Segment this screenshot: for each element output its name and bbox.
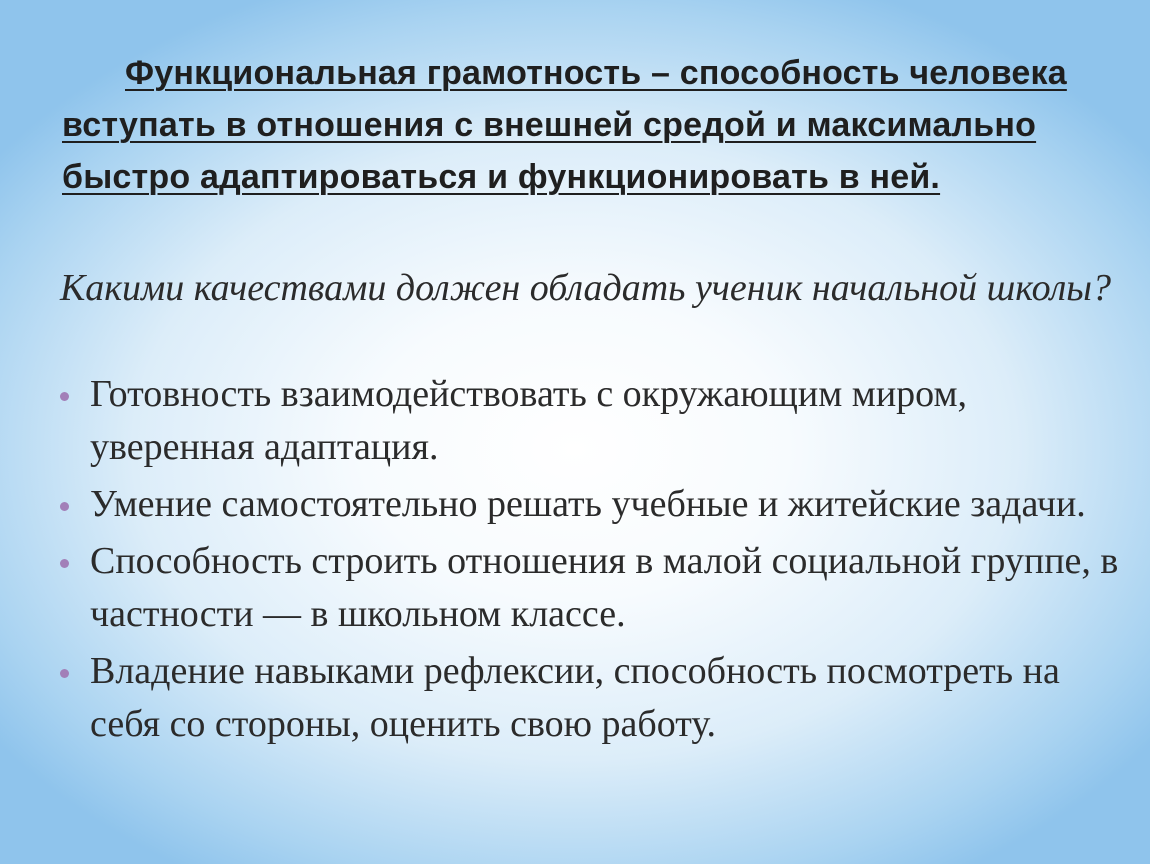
bullet-dot-icon	[60, 559, 69, 568]
bullet-item	[60, 368, 1120, 474]
bullet-text: Владение навыками рефлексии, способность посмотреть на себя со стороны, оценить свою работу.	[90, 650, 1060, 745]
bullet-dot-icon	[60, 502, 69, 511]
bullet-dot-icon	[60, 392, 69, 401]
bullet-text: Готовность взаимодействовать с окружающим миром, уверенная адаптация.	[90, 373, 968, 468]
bullet-item	[60, 645, 1120, 751]
bullet-list	[60, 368, 1120, 755]
bullet-dot-icon	[60, 669, 69, 678]
bullet-item	[60, 535, 1120, 641]
question-text: Какими качествами должен обладать ученик начальной школы?	[60, 267, 1111, 309]
bullet-text: Умение самостоятельно решать учебные и житейские задачи.	[90, 483, 1086, 525]
definition-heading: Функциональная грамотность – способность человека вступать в отношения с внешней средой и максимально быстро адаптироваться и функционировать в ней.	[62, 54, 1067, 196]
bullet-text: Способность строить отношения в малой социальной группе, в частности — в школьном классе.	[90, 540, 1119, 635]
bullet-item	[60, 478, 1120, 531]
